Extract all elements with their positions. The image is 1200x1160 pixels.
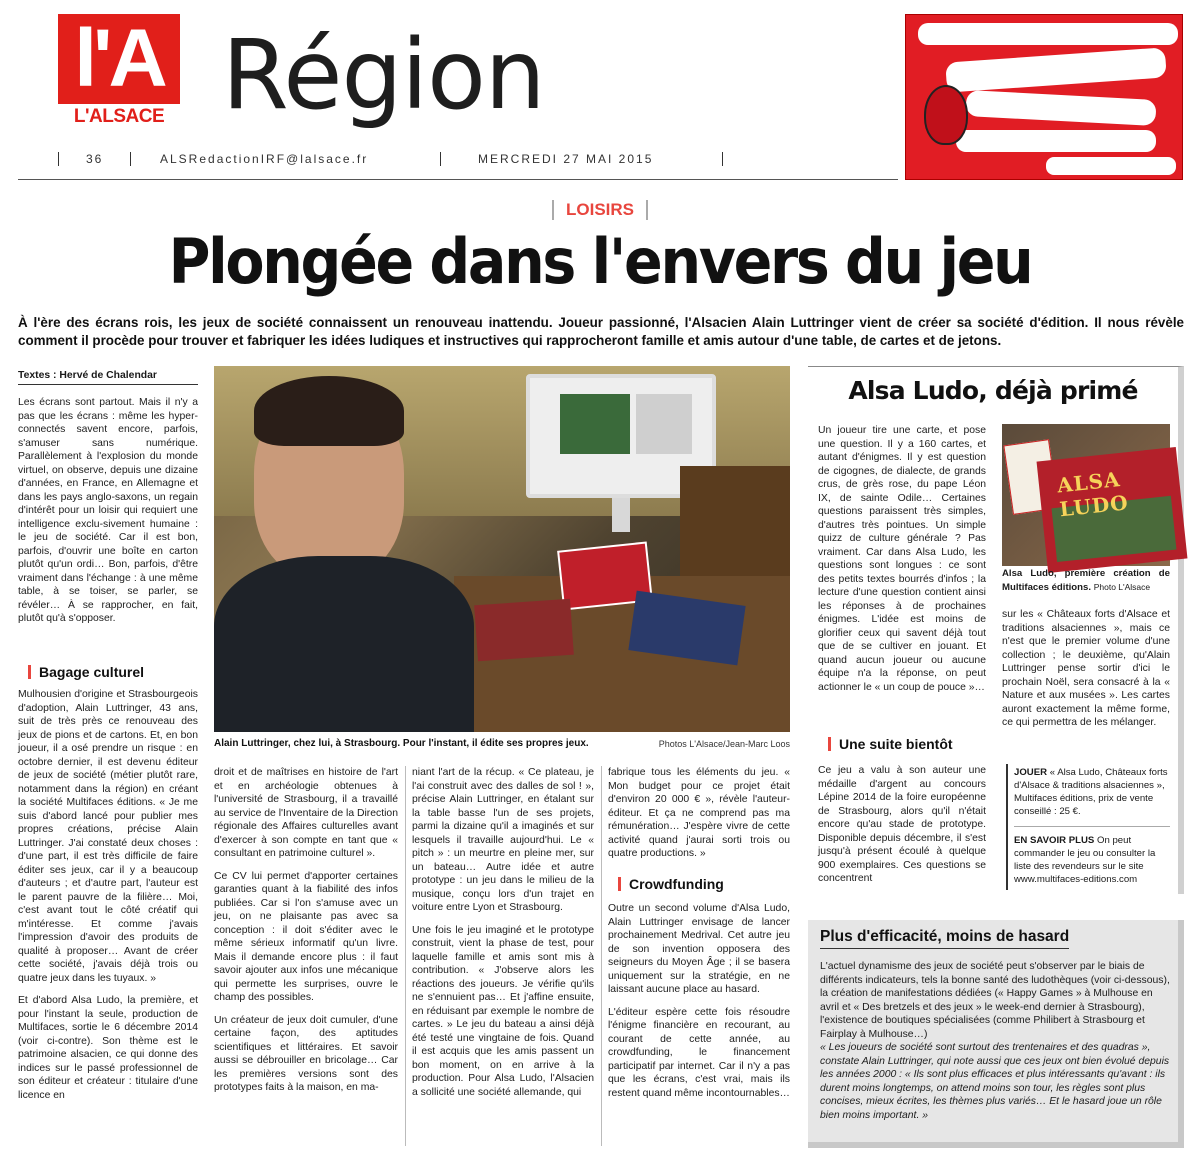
article-col-4b <box>608 902 790 1100</box>
ad-code: 6742200 <box>900 134 908 163</box>
person-hair <box>254 376 404 446</box>
box-paragraph: « Les joueurs de société sont surtout des trentenaires et des quadras », constate Alain Luttringer, qui note aussi que ces jeux ont bien évolué depuis les années 2000 : « Ils sont plus efficaces et plus intéressants qu'avant : ils durent moins longtemps, on attend moins son tour, les règles sont plus concises, mieux écrites, les thèmes plus variés… Et le hasard joue un rôle bien moins important. » <box>820 1042 1170 1121</box>
info-more-label: EN SAVOIR PLUS <box>1014 835 1095 846</box>
info-divider <box>1014 826 1170 827</box>
main-photo <box>214 366 790 732</box>
masthead-infobar <box>58 150 718 170</box>
article-paragraph: Outre un second volume d'Alsa Ludo, Alain Luttringer envisage de lancer prochainement Medrival. Cet autre jeu de son invention opposera des seigneurs du Moyen Âge ; il se basera uniquement sur la stratégie, en ne laissant aucune place au hasard. <box>608 903 790 995</box>
advertisement <box>900 14 1183 180</box>
subhead-text: Crowdfunding <box>629 876 724 892</box>
sidebar-photo-caption <box>1002 568 1170 594</box>
caption-text: Alsa Ludo, première création de Multifaces éditions. <box>1002 568 1170 593</box>
article-col-1a <box>18 396 198 626</box>
efficiency-text <box>820 960 1172 1122</box>
kicker-sep <box>552 200 554 220</box>
caption-credit: Photo L'Alsace <box>1093 581 1151 592</box>
ad-redaction <box>965 90 1156 126</box>
ad-redaction <box>918 23 1178 45</box>
article-paragraph: Une fois le jeu imaginé et le prototype construit, vient la phase de test, pour laquelle famille et amis sont mis à contribution. « J'observe alors les réactions des joueurs. Je vérifie qu'ils ne s'ennuient pas… Et j'affine ensuite, en réduisant par exemple le nombre de cartes. » Le jeu du bateau a ainsi déjà été testé une vingtaine de fois. Quand il est acquis que les amis passent un bon moment, on en arrive à la production. Pour Alsa Ludo, l'Alsacien a sollicité une société allemande, qui <box>412 924 594 1098</box>
article-paragraph: niant l'art de la récup. « Ce plateau, je l'ai construit avec des dalles de sol ! », précise Alain Luttringer, en étalant sur la table basse l'un de ses projets, parmi la dizaine qu'il a imaginés et sur lesquels il travaille aujourd'hui. Le « pitch » : un meurtre en pleine mer, sur un bateau… Autre idée et autre prototype : un jeu dans le milieu de la musique, conçu lors d'un trajet en voiture entre Lyon et Strasbourg. <box>412 767 594 913</box>
article-paragraph: Et d'abord Alsa Ludo, la première, et pour l'instant la seule, production de Multifaces, sortie le 6 décembre 2014 (voir ci-contre). Son thème est le patrimoine alsacien, ce qui donne des indices sur le passé professionnel de son éditeur et créateur : titulaire d'une licence en <box>18 995 198 1101</box>
kicker-label: LOISIRS <box>565 200 634 219</box>
byline: Textes : Hervé de Chalendar <box>18 370 198 385</box>
subhead-text: Bagage culturel <box>39 664 145 680</box>
info-more <box>1014 834 1170 886</box>
main-photo-caption: Alain Luttringer, chez lui, à Strasbourg. Pour l'instant, il édite ses propres jeux. <box>214 738 589 749</box>
sidebar-title: Alsa Ludo, déjà primé <box>848 376 1138 405</box>
sidebar-col-a <box>818 424 986 694</box>
sidebar-paragraph: Ce jeu a valu à son auteur une médaille d'argent au concours Lépine 2014 de la foire européenne de Strasbourg, alors qu'il n'était encore qu'au stade de prototype. Disponible depuis décembre, il s'est jusqu'à présent écoulé à quelque 900 exemplaires. Ces questions se concentrent <box>818 765 986 884</box>
section-title: Région <box>222 19 545 131</box>
subhead-bagage <box>28 664 144 680</box>
subhead-marker <box>828 737 831 751</box>
sidebar-col-c <box>818 764 986 886</box>
infobar-sep <box>722 152 723 166</box>
game-box <box>1037 447 1188 573</box>
article-paragraph: Un créateur de jeux doit cumuler, d'une certaine façon, des aptitudes scientifiques et littéraires. Et savoir aussi se débrouiller en bricolage… Car les premières versions sont des prototypes faits à la maison, en ma- <box>214 1014 398 1093</box>
subhead-suite <box>828 736 953 752</box>
box-paragraph: L'actuel dynamisme des jeux de société peut s'observer par le biais de différents indicateurs, tels la bonne santé des ludothèques (voir ci-dessous), la création de manifestations dédiées (« Happy Games » à Mulhouse en avril et « Des bretzels et des jeux » le week-end dernier à Strasbourg), l'existence de boutiques spécialisées (comme Philibert à Strasbourg et Fairplay à Mulhouse…) <box>820 961 1170 1040</box>
efficiency-title: Plus d'efficacité, moins de hasard <box>820 928 1069 949</box>
article-paragraph: Mulhousien d'origine et Strasbourgeois d'adoption, Alain Luttringer, 43 ans, suit de très près ce renouveau des jeux de pions et de cartons. Et, en bon joueur, il a osé prendre un risque : en octobre dernier, il est devenu éditeur de jeux de société (métier plutôt rare, notamment dans la région) en créant la société Multifaces éditions. « Je me suis d'abord lancé pour publier mes propres créations, précise Alain Luttringer. J'ai constaté deux choses : d'une part, il est très difficile de faire éditer ses jeux, car il y a beaucoup d'auteurs ; et d'autre part, l'auteur est le parent pauvre de la filière… Moi, c'est avant tout le côté créatif qui m'intéresse. Et comme j'avais l'impression d'avoir des produits de qualité à proposer… Avant de créer cette société, j'avais déjà trois ou quatre jeux dans les tuyaux. » <box>18 689 198 984</box>
lead-paragraph: À l'ère des écrans rois, les jeux de société connaissent un renouveau inattendu. Joueur passionné, l'Alsacien Alain Luttringer vient de créer sa société d'édition. Il nous révèle comment il procède pour trouver et fabriquer les idées ludiques et instructives qui rapprocheront famille et amis autour d'une table, de cartes et de jetons. <box>18 315 1184 348</box>
subhead-crowdfunding <box>618 876 724 892</box>
infobar-sep <box>130 152 131 166</box>
article-col-1b <box>18 688 198 1102</box>
strawberry-icon <box>924 85 968 145</box>
infobar-sep <box>58 152 59 166</box>
article-paragraph: fabrique tous les éléments du jeu. « Mon budget pour ce projet était d'environ 20 000 € », révèle l'auteur-éditeur. Et ça ne comprend pas ma rémunération… J'espère vivre de cette activité quand j'aurai sorti trois ou quatre productions. » <box>608 767 790 859</box>
infobar-sep <box>440 152 441 166</box>
subhead-text: Une suite bientôt <box>839 736 953 752</box>
sidebar-paragraph: Un joueur tire une carte, et pose une question. Il y a 160 cartes, et autant d'énigmes. Il y est question de cigognes, de dialecte, de grands crus, de grès rose, du pape Léon IX, de sainte Odile… Certaines questions paraissent très simples, d'autres très pointues. Un simple quizz de culture générale ? Pas vraiment. Car dans Alsa Ludo, les questions sont longues : ce sont des petits textes bourrés d'infos ; la lecture d'une question contient ainsi les réponses à de prochaines énigmes. L'idée est moins de glorifier ceux qui savent déjà tout que de se cultiver en jouant. Et quand aucun joueur ou aucune équipe n'a la réponse, on peut actionner le « un coup de pouce »… <box>818 425 986 693</box>
main-photo-credit: Photos L'Alsace/Jean-Marc Loos <box>658 739 790 749</box>
issue-date: MERCREDI 27 MAI 2015 <box>478 152 654 166</box>
ad-redaction <box>945 47 1167 92</box>
info-rule <box>1006 764 1008 890</box>
headline: Plongée dans l'envers du jeu <box>168 225 1032 298</box>
sidebar-col-b <box>1002 608 1170 730</box>
article-col-4a <box>608 766 790 861</box>
monitor-stand <box>612 498 630 532</box>
masthead-rule <box>18 179 898 180</box>
sidebar-paragraph: sur les « Châteaux forts d'Alsace et traditions alsaciennes », mais ce n'est que le premier volume d'une collection ; le deuxième, qu'Alain Luttringer pense sortir d'ici le prochain Noël, sera consacré à la « Nature et aux musées ». Les cartes auront exactement la même forme, ce qui permettra de les mélanger. <box>1002 609 1170 728</box>
ad-redaction <box>1046 157 1176 175</box>
column-rule <box>601 766 602 1146</box>
subhead-marker <box>618 877 621 891</box>
game-box <box>474 599 574 662</box>
info-more-text[interactable]: On peut commander le jeu ou consulter la liste des revendeurs sur le site www.multifaces-editions.com <box>1014 835 1156 885</box>
info-play-label: JOUER <box>1014 767 1048 778</box>
email-link[interactable]: ALSRedactionIRF@lalsace.fr <box>160 152 369 166</box>
article-paragraph: L'éditeur espère cette fois résoudre l'énigme financière en recourant, au courant de cette année, au crowdfunding, le financement participatif par internet. Car il n'y a pas que les écrans, c'est vrai, mais ils restent quand même incontournables… <box>608 1006 790 1099</box>
article-col-2 <box>214 766 398 1095</box>
person-body <box>214 556 474 732</box>
sidebar-photo <box>1002 424 1170 566</box>
subhead-marker <box>28 665 31 679</box>
game-box-label: ALSA LUDO <box>1055 467 1130 522</box>
column-rule <box>405 766 406 1146</box>
article-paragraph: Les écrans sont partout. Mais il n'y a pas que les écrans : même les hyper-connectés savent encore, parfois, s'amuser sans numérique. Parallèlement à l'explosion du monde virtuel, on observe, depuis une dizaine d'années, en France, en Allemagne et dans les pays anglo-saxons, un regain d'intérêt pour un loisir qui requiert une intelligence exclu-sivement humaine : le jeu de société. Car il est bon, parfois, d'ouvrir une boîte en carton plutôt qu'un ordi… Bon, parfois, d'être vraiment dans l'échange : à une même table, à se toiser, se parler, se révéler… À se rapprocher, en fait, plutôt qu'à s'opposer. <box>18 397 198 624</box>
kicker-sep <box>646 200 648 220</box>
page-number: 36 <box>86 152 104 166</box>
logo-brand: L'ALSACE <box>73 106 165 127</box>
logo <box>58 14 180 126</box>
article-paragraph: droit et de maîtrises en histoire de l'art et en archéologie obtenues à l'université de Strasbourg, il a travaillé au service de l'Inventaire de la Direction régionale des Affaires culturelles avant d'exercer à son compte en tant que « consultant en patrimoine culturel ». <box>214 767 398 859</box>
ad-redaction <box>956 130 1156 152</box>
info-play <box>1014 766 1170 818</box>
article-paragraph: Ce CV lui permet d'apporter certaines garanties quant à la fiabilité des infos publiées. Car si l'on s'amuse avec un jeu, on ne plaisante pas avec sa conception : il doit s'éditer avec le même sérieux informatif qu'un livre. Mais il demande encore plus : il faut savoir ajouter aux infos une mécanique qui permette les surprises, ouvre le champ des possibles. <box>214 870 398 1003</box>
kicker <box>540 196 660 224</box>
logo-mark: l'A <box>58 14 180 104</box>
article-col-3 <box>412 766 594 1099</box>
info-play-text: « Alsa Ludo, Châteaux forts d'Alsace & traditions alsaciennes », Multifaces éditions, prix de vente conseillé : 25 €. <box>1014 767 1168 817</box>
